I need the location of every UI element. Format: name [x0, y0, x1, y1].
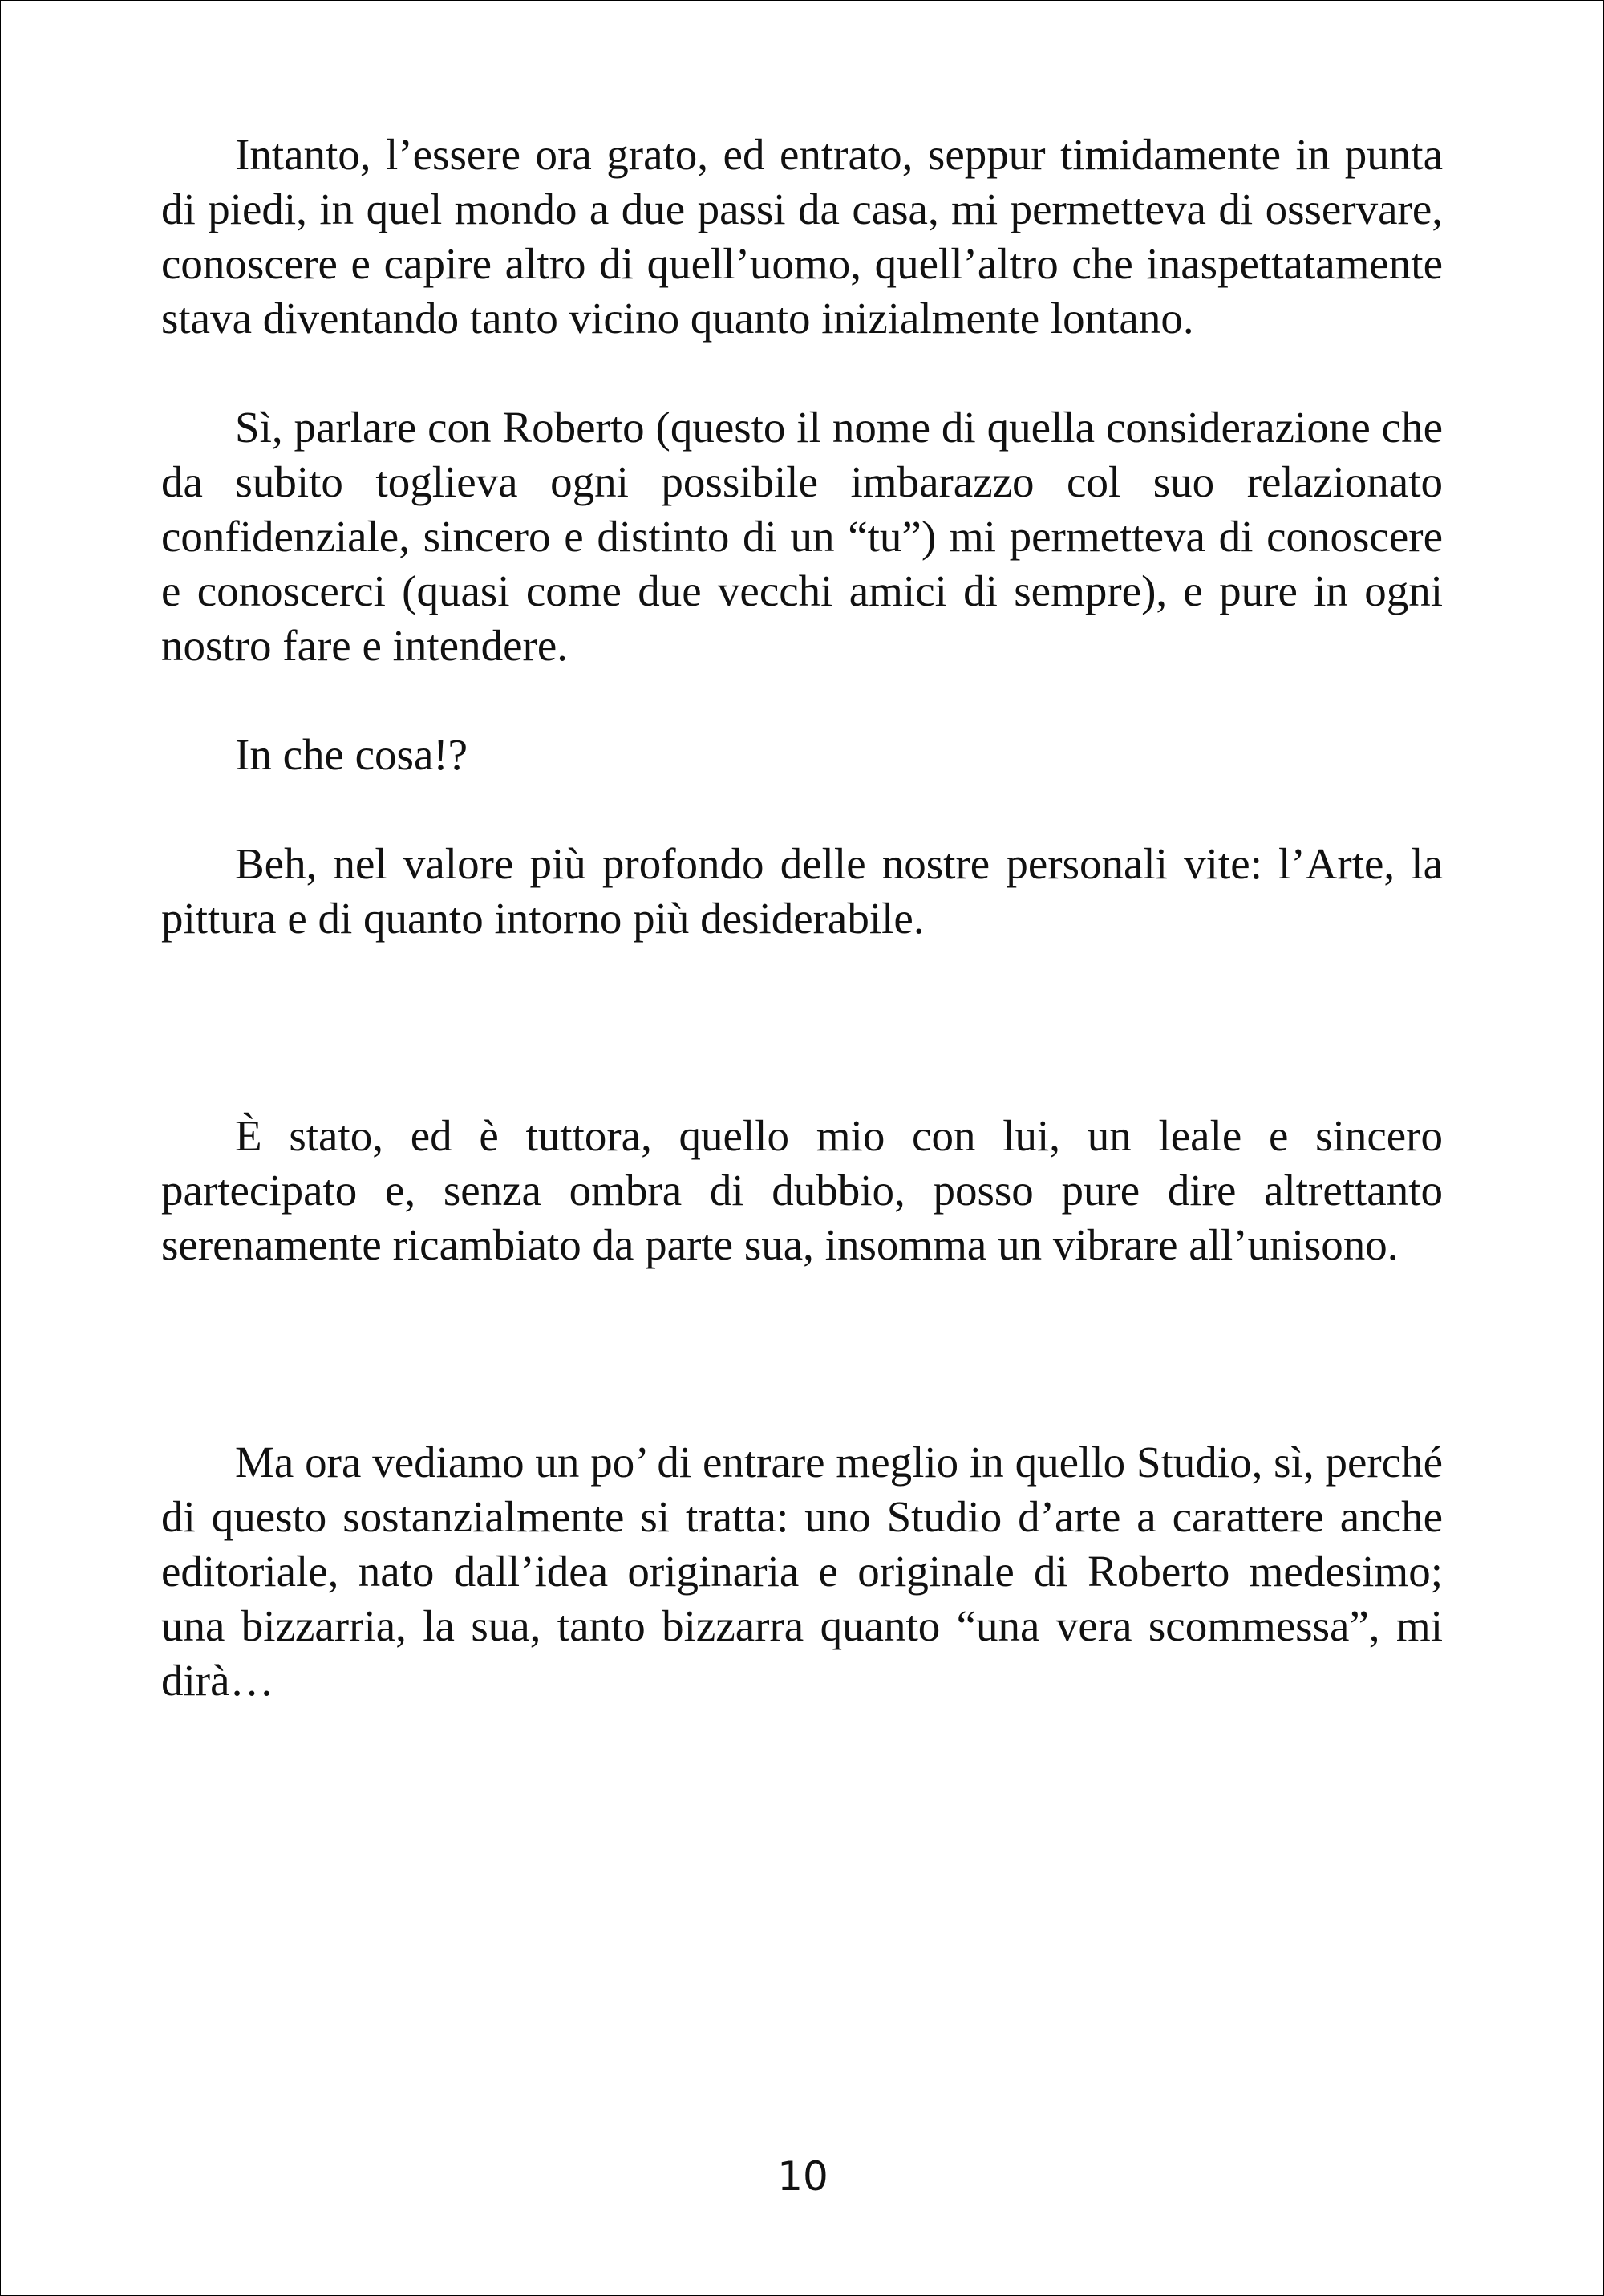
- paragraph: Beh, nel valore più profondo delle nostre personali vite: l’Arte, la pittura e di quanto intorno più desiderabile.: [161, 839, 1443, 943]
- paragraph: Intanto, l’essere ora grato, ed entrato, seppur timidamente in punta di piedi, in quel mondo a due passi da casa, mi permetteva di osservare, conoscere e capire altro di quell’uomo, quell’altro che inaspettatamente stava diventando tanto vicino quanto inizialmente lontano.: [161, 130, 1443, 343]
- body-text: [161, 128, 1443, 1708]
- paragraph: In che cosa!?: [235, 730, 468, 779]
- paragraph: È stato, ed è tuttora, quello mio con lui, un leale e sincero partecipato e, senza ombra di dubbio, posso pure dire altrettanto serenamente ricambiato da parte sua, insomma un vibrare all’unisono.: [161, 1111, 1443, 1269]
- page-number: 10: [777, 2153, 828, 2200]
- paragraph: Sì, parlare con Roberto (questo il nome di quella considerazione che da subito toglieva ogni possibile imbarazzo col suo relazionato confidenziale, sincero e distinto di un “tu”) mi permetteva di conoscere e conoscerci (quasi come due vecchi amici di sempre), e pure in ogni nostro fare e intendere.: [161, 403, 1443, 670]
- paragraph: Ma ora vediamo un po’ di entrare meglio in quello Studio, sì, perché di questo sostanzialmente si tratta: uno Studio d’arte a carattere anche editoriale, nato dall’idea originaria e originale di Roberto medesimo; una bizzarria, la sua, tanto bizzarra quanto “una vera scommessa”, mi dirà…: [161, 1438, 1443, 1705]
